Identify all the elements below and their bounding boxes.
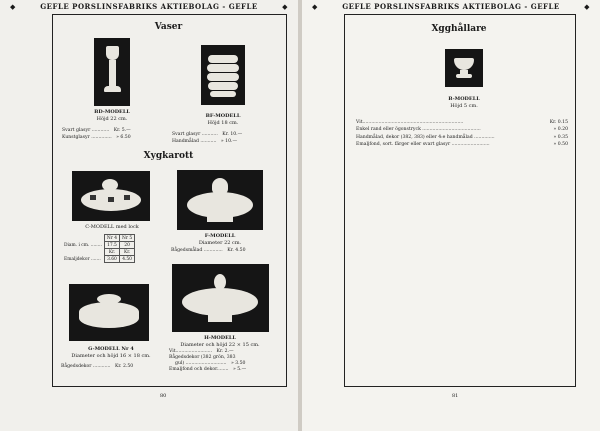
b-height: Höjd 5 cm. — [450, 103, 478, 109]
right-header — [312, 2, 590, 14]
price-row: Emaljfond, sort. färger eller svart glasyr .......................... » 0.50 — [356, 142, 568, 147]
c-model-name: C-MODELL med lock — [85, 224, 139, 230]
b-model-name: B-MODELL — [448, 96, 480, 102]
section-title-vaser: Vaser — [154, 22, 183, 32]
c-model-photo — [72, 171, 150, 221]
f-row: Bågedsmålad ............. Kr. 4.50 — [171, 248, 246, 253]
diamond-icon: ◆ — [312, 2, 318, 11]
bf-height: Höjd 18 cm. — [207, 120, 239, 126]
g-model-photo — [69, 284, 149, 341]
h-row-2b: gul) ............................ » 3.50 — [175, 361, 246, 366]
right-header-text: GEFLE PORSLINSFABRIKS AKTIEBOLAG - GEFLE — [342, 2, 560, 11]
egg-cup-photo — [445, 49, 483, 87]
bf-model-name: BF-MODELL — [205, 113, 241, 119]
left-header-text: GEFLE PORSLINSFABRIKS AKTIEBOLAG - GEFLE — [40, 2, 258, 11]
f-model-name: F-MODELL — [204, 233, 236, 239]
h-row-2: Bågedsdekor (382 grön, 383 — [169, 355, 236, 360]
bf-row-1: Svart glasyr ........... Kr. 10.— — [172, 132, 243, 137]
f-diameter: Diameter 22 cm. — [198, 240, 242, 246]
h-row-1: Vit......................... Kr. 2.— — [169, 349, 234, 354]
price-row: Handmålad, dekor (382, 383) eller 4:e handmålad .............. » 0.35 — [356, 135, 568, 140]
bd-height: Höjd 22 cm. — [96, 116, 128, 122]
page-number-left: 80 — [160, 393, 167, 399]
diamond-icon: ◆ — [584, 2, 590, 11]
bf-row-2: Handmålad ........... » 10.— — [172, 139, 238, 144]
right-page — [302, 0, 600, 431]
g-dimensions: Diameter och höjd 16 × 18 cm. — [71, 353, 151, 359]
left-page — [0, 0, 298, 431]
price-row: Vit..................................................................... Kr. 0.15 — [356, 120, 568, 125]
left-header — [10, 2, 288, 14]
c-size-table: Nr 4 Nr 5 Diam. i cm. ........ 17.5 20 Kr. Kr. Emaljdekor ....... 3.60 4.50 — [62, 234, 135, 263]
h-model-name: H-MODELL — [204, 335, 236, 341]
diamond-icon: ◆ — [10, 2, 16, 11]
g-row: Bågedsdekor ............ Kr. 2.50 — [61, 364, 134, 369]
bd-row-1: Svart glasyr ............ Kr. 5.— — [62, 128, 131, 133]
section-title-xgghallare: Xgghållare — [431, 24, 487, 34]
h-row-3: Emaljfond och dekor........ » 5.— — [169, 367, 247, 372]
bd-vase-photo — [94, 38, 130, 106]
diamond-icon: ◆ — [282, 2, 288, 11]
bf-vase-photo — [201, 45, 245, 105]
h-model-photo — [172, 264, 269, 332]
f-model-photo — [177, 170, 263, 230]
bd-model-name: BD-MODELL — [94, 109, 130, 115]
page-number-right: 81 — [452, 393, 459, 399]
h-dimensions: Diameter och höjd 22 × 15 cm. — [180, 342, 260, 348]
price-row: Enkel rand eller ögonstryck ........................................ » 0.20 — [356, 127, 568, 132]
g-model-name: G-MODELL Nr 4 — [88, 346, 134, 352]
section-title-xygkarott: Xygkarott — [143, 151, 194, 161]
bd-row-2: Kunstglasyr .............. » 6.50 — [62, 135, 131, 140]
